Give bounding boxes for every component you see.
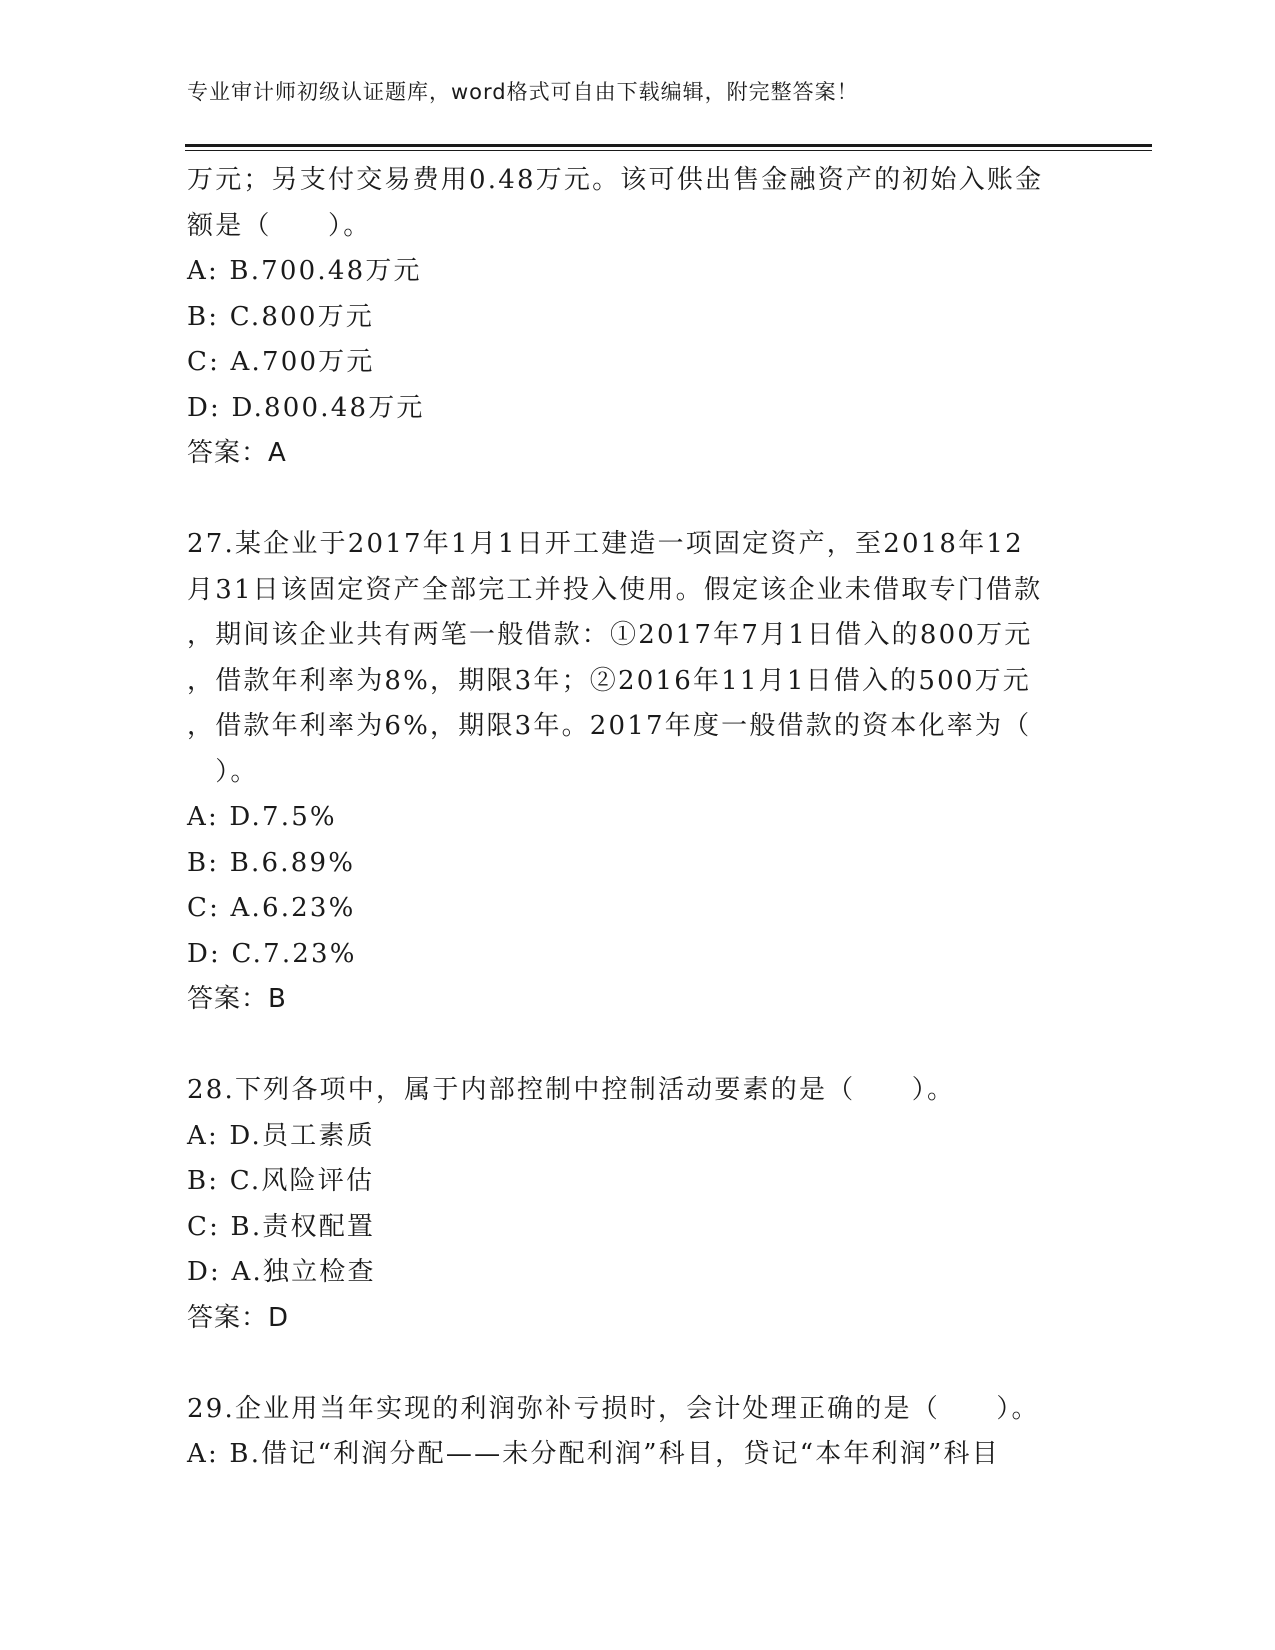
- answer-line: 答案：B: [187, 984, 287, 1014]
- option-d: D: C.7.23%: [187, 938, 357, 969]
- question-stem-line: ，借款年利率为6%，期限3年。2017年度一般借款的资本化率为（: [187, 711, 1032, 741]
- question-stem-line: 额是（ ）。: [187, 210, 372, 241]
- question-stem-line: 月31日该固定资产全部完工并投入使用。假定该企业未借取专门借款: [187, 574, 1043, 605]
- question-stem-line: ，期间该企业共有两笔一般借款：①2017年7月1日借入的800万元: [187, 620, 1033, 650]
- question-stem-line: 28.下列各项中，属于内部控制中控制活动要素的是（ ）。: [187, 1075, 956, 1105]
- option-c: C: A.700万元: [187, 347, 375, 377]
- question-stem-line: ）。: [187, 756, 259, 787]
- question-stem-line: 万元；另支付交易费用0.48万元。该可供出售金融资产的初始入账金: [187, 165, 1044, 195]
- page-header: 专业审计师初级认证题库，word格式可自由下载编辑，附完整答案！: [187, 80, 859, 104]
- option-d: D: A.独立检查: [187, 1257, 376, 1287]
- answer-line: 答案：D: [187, 1302, 290, 1333]
- spacer: [187, 477, 1092, 523]
- option-a: A: D.7.5%: [187, 802, 337, 832]
- option-c: C: A.6.23%: [187, 893, 356, 923]
- question-29: [187, 1387, 1092, 1478]
- spacer: [187, 1023, 1092, 1069]
- option-b: B: B.6.89%: [187, 847, 356, 878]
- question-stem-line: 27.某企业于2017年1月1日开工建造一项固定资产，至2018年12: [187, 529, 1024, 559]
- question-28: [187, 1068, 1092, 1341]
- option-b: B: C.800万元: [187, 301, 374, 332]
- question-26: [187, 158, 1092, 477]
- option-a: A: D.员工素质: [187, 1120, 375, 1151]
- question-27: [187, 522, 1092, 1023]
- question-stem-line: ，借款年利率为8%，期限3年；②2016年11月1日借入的500万元: [187, 665, 1032, 696]
- question-stem-line: 29.企业用当年实现的利润弥补亏损时，会计处理正确的是（ ）。: [187, 1393, 1040, 1424]
- header-rule-thin: [185, 150, 1152, 151]
- header-rule-thick: [185, 144, 1152, 147]
- option-a: A: B.700.48万元: [187, 256, 422, 286]
- answer-line: 答案：A: [187, 438, 287, 468]
- question-content: [187, 158, 1092, 1478]
- spacer: [187, 1341, 1092, 1387]
- option-d: D: D.800.48万元: [187, 392, 425, 423]
- option-b: B: C.风险评估: [187, 1166, 375, 1196]
- option-c: C: B.责权配置: [187, 1211, 376, 1242]
- option-a: A: B.借记“利润分配——未分配利润”科目，贷记“本年利润”科目: [187, 1439, 1000, 1469]
